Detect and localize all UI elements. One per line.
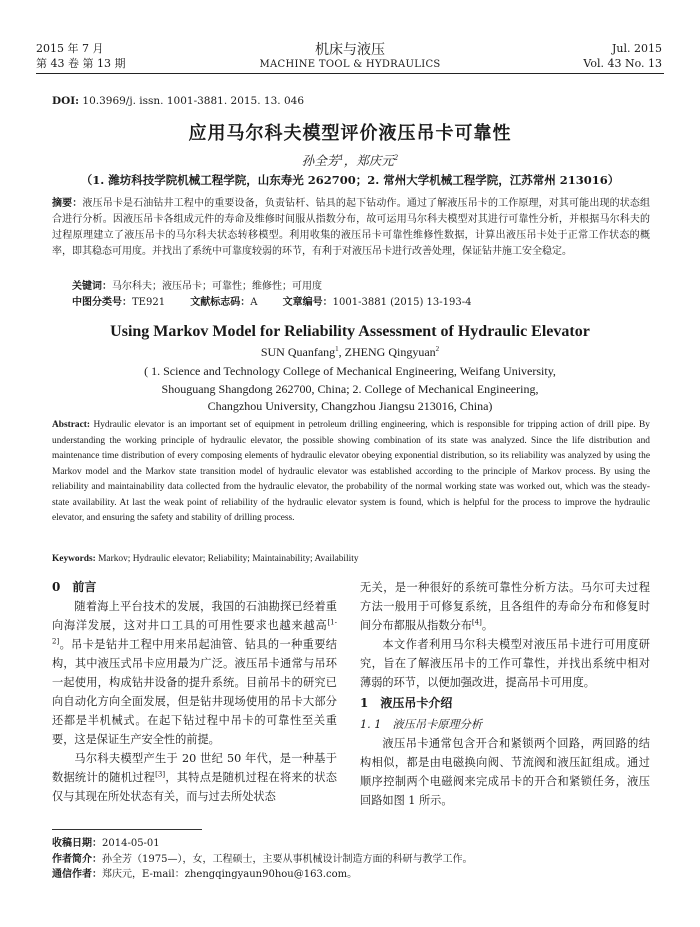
section-0-heading: 0 前言 — [52, 580, 97, 594]
header-date-en: Jul. 2015 — [612, 42, 662, 55]
paragraph-intro-3: 本文作者利用马尔科夫模型对液压吊卡进行可用度研究，旨在了解液压吊卡的工作可靠性，并找出系统中相对薄弱的环节，以便加强改进，提高吊卡可用度。 — [360, 638, 650, 689]
author-bio-text: 孙全芳（1975—），女，工程硕士，主要从事机械设计制造方面的科研与教学工作。 — [102, 853, 473, 865]
header-volume: 第 43 卷 第 13 期 — [36, 57, 126, 70]
keywords-cn-text: 马尔科夫；液压吊卡；可靠性；维修性；可用度 — [112, 281, 322, 292]
keywords-cn — [72, 280, 322, 295]
header-issue-info — [36, 41, 125, 71]
abstract-en-label: Abstract: — [52, 420, 91, 430]
authors-cn — [0, 151, 700, 169]
journal-name-cn: 机床与液压 — [315, 42, 385, 58]
corresponding-text: 郑庆元，E-mail：zhengqingyaun90hou@163.com。 — [102, 869, 358, 880]
citation-3: [3] — [155, 770, 166, 779]
doc-code-value: A — [250, 297, 258, 308]
author-bio-label: 作者简介： — [52, 853, 102, 865]
author-1-cn-sup: 1 — [339, 153, 344, 162]
section-1-heading: 1 液压吊卡介绍 — [360, 696, 453, 710]
affiliation-en — [0, 363, 700, 416]
article-title-en: Using Markov Model for Reliability Assessment of Hydraulic Elevator — [110, 323, 590, 340]
doi-value: 10.3969/j. issn. 1001-3881. 2015. 13. 046 — [82, 95, 304, 107]
affiliation-cn: （1. 潍坊科技学院机械工程学院，山东寿光 262700；2. 常州大学机械工程学院，江苏常州 213016） — [80, 173, 620, 187]
article-no-label: 文章编号： — [282, 297, 333, 308]
footnote-rule — [52, 829, 202, 830]
header-volume-en: Vol. 43 No. 13 — [583, 57, 662, 70]
footnotes — [52, 836, 652, 883]
citation-1-2: [1-2] — [52, 618, 337, 646]
paragraph-intro-1 — [52, 597, 337, 749]
journal-name-en: MACHINE TOOL & HYDRAULICS — [259, 59, 441, 70]
clc-label: 中图分类号： — [72, 297, 132, 308]
author-1-cn: 孙全芳 — [301, 153, 340, 168]
classification-line — [72, 296, 472, 311]
keywords-en — [52, 552, 359, 568]
received-date: 2014-05-01 — [102, 838, 160, 849]
author-2-en: ZHENG Qingyuan — [344, 345, 436, 359]
header-rule — [36, 73, 664, 74]
authors-en — [0, 345, 700, 360]
author-1-en: SUN Quanfang — [260, 345, 336, 359]
footnote-corresponding — [52, 867, 652, 883]
journal-name-block — [200, 39, 500, 70]
footnote-author-bio — [52, 852, 652, 868]
doi-line — [52, 95, 304, 107]
body-left-column — [52, 576, 337, 806]
author-2-en-sup: 2 — [435, 345, 440, 353]
article-no-value: 1001-3881 (2015) 13-193-4 — [332, 297, 472, 308]
author-2-cn-sup: 2 — [393, 153, 399, 162]
author-sep-en: , — [338, 345, 345, 359]
paragraph-intro-1-b: 。吊卡是钻井工程中用来吊起油管、钻具的一种重要结构，其中液压式吊卡应用最为广泛。液压吊卡通常与吊环一起使用，构成钻井设备的提升系统。目前吊卡的研究已向自动化方向全面发展，但是钻井现场使用的吊卡大部分还都是半机械式。在起下钻过程中吊卡的可靠性至关重要，这是保证生产安全性的前提。 — [52, 638, 337, 746]
affiliation-en-line2: Shouguang Shangdong 262700, China; 2. College of Mechanical Engineering, — [161, 381, 539, 396]
keywords-en-label: Keywords: — [52, 554, 96, 564]
clc-value: TE921 — [132, 297, 166, 308]
corresponding-label: 通信作者： — [52, 869, 102, 880]
doi-label: DOI: — [52, 95, 80, 107]
article-title-cn: 应用马尔科夫模型评价液压吊卡可靠性 — [188, 123, 512, 144]
paragraph-intro-1-a: 随着海上平台技术的发展，我国的石油勘探已经着重向海洋发展，这对井口工具的可用性要求也越来越高 — [52, 600, 337, 632]
citation-4: [4] — [471, 618, 482, 627]
doc-code-label: 文献标志码： — [190, 297, 251, 308]
abstract-en-text: Hydraulic elevator is an important set of equipment in petroleum drilling engineering, which is responsible for tripping action of drill pipe. By understanding the working principle of hydraulic elevator, the possible showing combination of its state was analyzed. Since the life distribution and maintenance time distribution of every composing elements of hydraulic elevator obeying exponential distribution, so its reliability was analyzed by using the Markov model and the Markov state transition model of hydraulic elevator was established according to the principle of Markov process. By using the reliability and maintainability data collected from the hydraulic elevator, the probability of the normal working state was worked out, which was the steady-state availability. At last the weak point of reliability of the hydraulic elevator system is found, which is helpful for the process to improve the hydraulic elevator, and ensuring the safety and stability of drilling process. — [52, 420, 650, 523]
paragraph-intro-2-cont — [360, 578, 650, 635]
paragraph-principle: 液压吊卡通常包含开合和紧锁两个回路，两回路的结构相似，都是由电磁换向阀、节流阀和液压缸组成。通过顺序控制两个电磁阀来完成吊卡的开合和紧锁任务，液压回路如图 1 所示。 — [360, 737, 650, 807]
keywords-en-text: Markov; Hydraulic elevator; Reliability; Maintainability; Availability — [98, 554, 359, 564]
author-2-cn: 郑庆元 — [356, 153, 394, 168]
abstract-cn — [52, 196, 650, 260]
author-1-en-sup: 1 — [335, 345, 339, 353]
header-date: 2015 年 7 月 — [36, 42, 104, 55]
affiliation-en-line3: Changzhou University, Changzhou Jiangsu 213016, China) — [207, 399, 493, 413]
paragraph-intro-2-a: 马尔科夫模型产生于 20 世纪 50 年代，是一种基于数据统计的随机过程 — [52, 752, 337, 784]
header-issue-info-en — [583, 41, 662, 71]
abstract-en — [52, 418, 650, 527]
paragraph-intro-2-cont-a: 无关，是一种很好的系统可靠性分析方法。马尔可夫过程方法一般用于可修复系统，且各组件的寿命分布和修复时间分布都服从指数分布 — [360, 581, 650, 632]
keywords-cn-label: 关键词： — [72, 281, 112, 292]
paragraph-intro-2-cont-b: 。 — [481, 619, 494, 632]
footnote-received — [52, 836, 652, 852]
section-1-1-heading: 1. 1 液压吊卡原理分析 — [360, 718, 483, 731]
abstract-cn-text: 液压吊卡是石油钻井工程中的重要设备，负责钻杆、钻具的起下钻动作。通过了解液压吊卡的工作原理，对其可能出现的状态组合进行分析。因液压吊卡各组成元件的寿命及维修时间服从指数分布，故可运用马尔科夫模型对其进行可靠性分析，并根据马尔科夫的过程原理建立了液压吊卡的马尔科夫状态转移模型。利用收集的液压吊卡可靠性维修性数据，计算出液压吊卡处于正常工作状态的概率，即其稳态可用度。并找出了系统中可靠度较弱的环节，有利于对液压吊卡进行改善处理，保证钻井施工安全稳定。 — [52, 198, 651, 257]
abstract-cn-label: 摘要： — [52, 198, 83, 209]
paragraph-intro-2-b: ，其特点是随机过程在将来的状态仅与其现在所处状态有关，而与过去所处状态 — [52, 771, 337, 803]
affiliation-en-line1: ( 1. Science and Technology College of Mechanical Engineering, Weifang University, — [144, 364, 556, 378]
body-right-column — [360, 578, 650, 810]
paragraph-intro-2 — [52, 749, 337, 806]
author-sep-cn: ， — [343, 153, 357, 168]
received-label: 收稿日期： — [52, 838, 102, 849]
